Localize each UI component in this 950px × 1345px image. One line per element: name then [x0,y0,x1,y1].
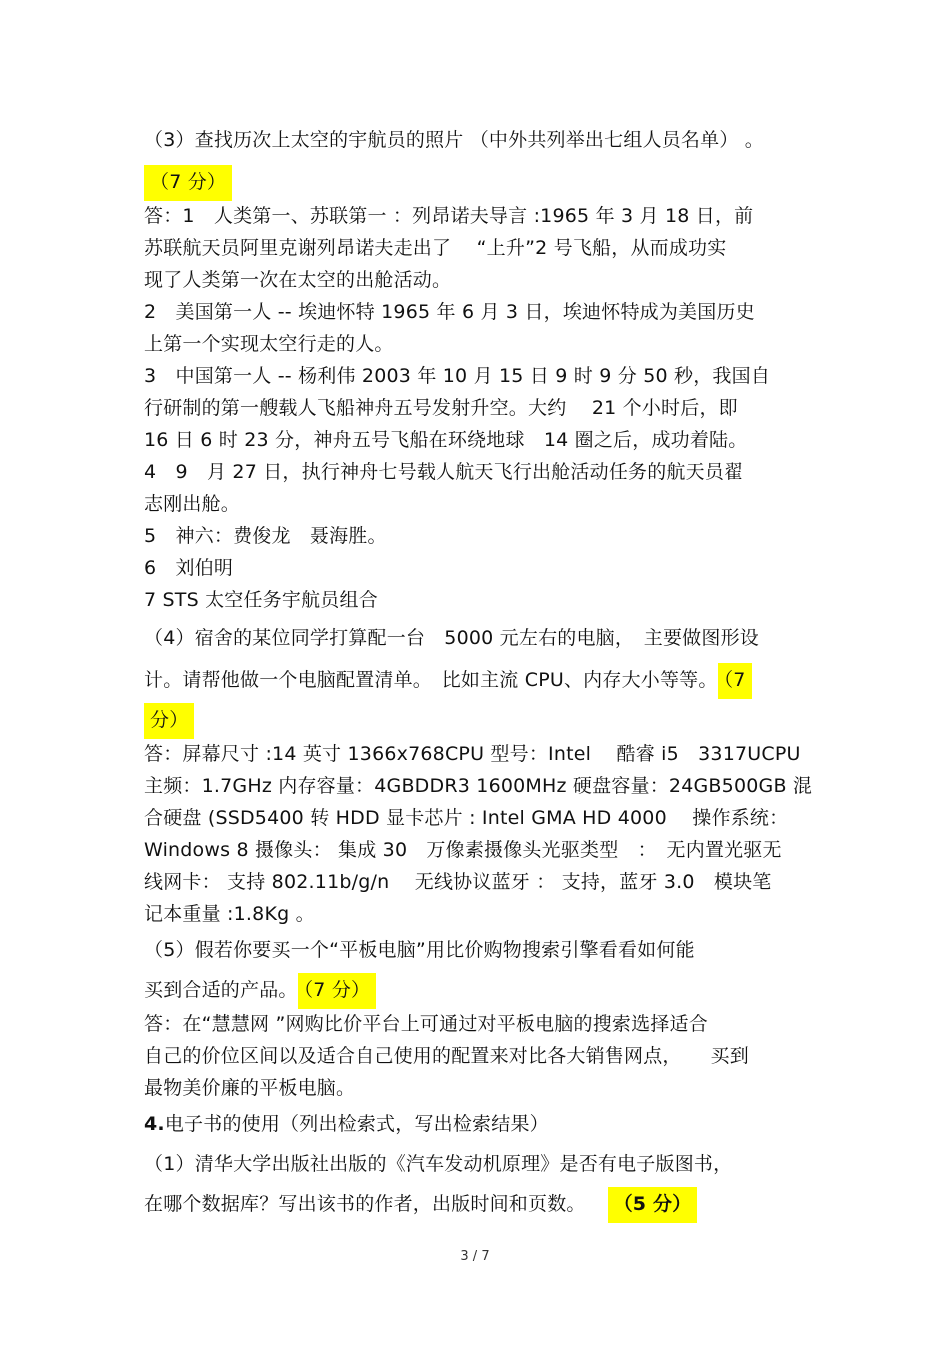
section4-heading [144,1112,549,1136]
q3-answer-line: 3 中国第一人 -- 杨利伟 2003 年 10 月 15 日 9 时 9 分 50 秒，我国自 [144,365,771,387]
q4-question-line2 [144,668,752,692]
q4-answer-line: 合硬盘 (SSD5400 转 HDD 显卡芯片 : Intel GMA HD 4000 操作系统： [144,807,789,829]
q5-answer-line: 最物美价廉的平板电脑。 [144,1077,356,1099]
section4-title: 电子书的使用（列出检索式，写出检索结果） [164,1113,549,1135]
q3-question: （3）查找历次上太空的宇航员的照片 （中外共列举出七组人员名单） 。 [144,129,764,151]
s4q1-question-line2 [144,1192,697,1216]
q3-answer-line: 志刚出舱。 [144,493,241,515]
q4-answer-line: Windows 8 摄像头： 集成 30 万像素摄像头光驱类型 ： 无内置光驱无 [144,839,782,861]
q3-answer-line: 苏联航天员阿里克谢列昂诺夫走出了 “上升”2 号飞船，从而成功实 [144,237,727,259]
q4-question-text: 计。请帮他做一个电脑配置清单。 比如主流 CPU、内存大小等等。 [144,669,718,691]
q3-answer-line: 5 神六：费俊龙 聂海胜。 [144,525,387,547]
q3-answer-line: 4 9 月 27 日，执行神舟七号载人航天飞行出舱活动任务的航天员翟 [144,461,744,483]
q4-answer-line: 记本重量 :1.8Kg 。 [144,903,315,925]
q4-score-highlight-part1: （7 [718,663,752,699]
q4-question-line1: （4）宿舍的某位同学打算配一台 5000 元左右的电脑， 主要做图形设 [144,627,759,649]
q5-question-line1: （5）假若你要买一个“平板电脑”用比价购物搜索引擎看看如何能 [144,939,695,961]
q4-answer-line: 主频：1.7GHz 内存容量：4GBDDR3 1600MHz 硬盘容量：24GB500GB 混 [144,775,813,797]
q4-answer-line: 答：屏幕尺寸 :14 英寸 1366x768CPU 型号：Intel 酷睿 i5 3317UCPU [144,743,801,765]
s4q1-score-highlight: （5 分） [608,1187,698,1223]
section4-number: 4. [144,1113,165,1135]
q5-score-highlight: （7 分） [298,973,377,1009]
q4-answer-line: 线网卡： 支持 802.11b/g/n 无线协议蓝牙 ： 支持，蓝牙 3.0 模块笔 [144,871,772,893]
q3-answer-line: 上第一个实现太空行走的人。 [144,333,394,355]
s4q1-question-line1: （1）清华大学出版社出版的《汽车发动机原理》是否有电子版图书， [144,1153,733,1175]
s4q1-question-text: 在哪个数据库？写出该书的作者，出版时间和页数。 [144,1193,586,1215]
q3-answer-line: 16 日 6 时 23 分，神舟五号飞船在环绕地球 14 圈之后，成功着陆。 [144,429,748,451]
q3-answer-line: 现了人类第一次在太空的出舱活动。 [144,269,452,291]
q5-answer-line: 答：在“慧慧网 ”网购比价平台上可通过对平板电脑的搜索选择适合 [144,1013,708,1035]
q3-answer-line: 2 美国第一人 -- 埃迪怀特 1965 年 6 月 3 日，埃迪怀特成为美国历史 [144,301,755,323]
q3-answer-line: 7 STS 太空任务宇航员组合 [144,589,378,611]
q5-question-line2 [144,978,376,1002]
q4-score-highlight-part2: 分） [144,703,194,739]
q3-answer-line: 答：1 人类第一、苏联第一 ：列昂诺夫导言 :1965 年 3 月 18 日，前 [144,205,754,227]
q5-question-text: 买到合适的产品。 [144,979,298,1001]
q3-answer-line: 行研制的第一艘载人飞船神舟五号发射升空。大约 21 个小时后，即 [144,397,738,419]
page-number: 3 / 7 [460,1249,490,1264]
q5-answer-line: 自己的价位区间以及适合自己使用的配置来对比各大销售网点， 买到 [144,1045,749,1067]
q3-answer-line: 6 刘伯明 [144,557,234,579]
q3-score-highlight: （7 分） [144,165,232,201]
q4-score-line [144,708,194,732]
q3-score-line [144,170,232,194]
